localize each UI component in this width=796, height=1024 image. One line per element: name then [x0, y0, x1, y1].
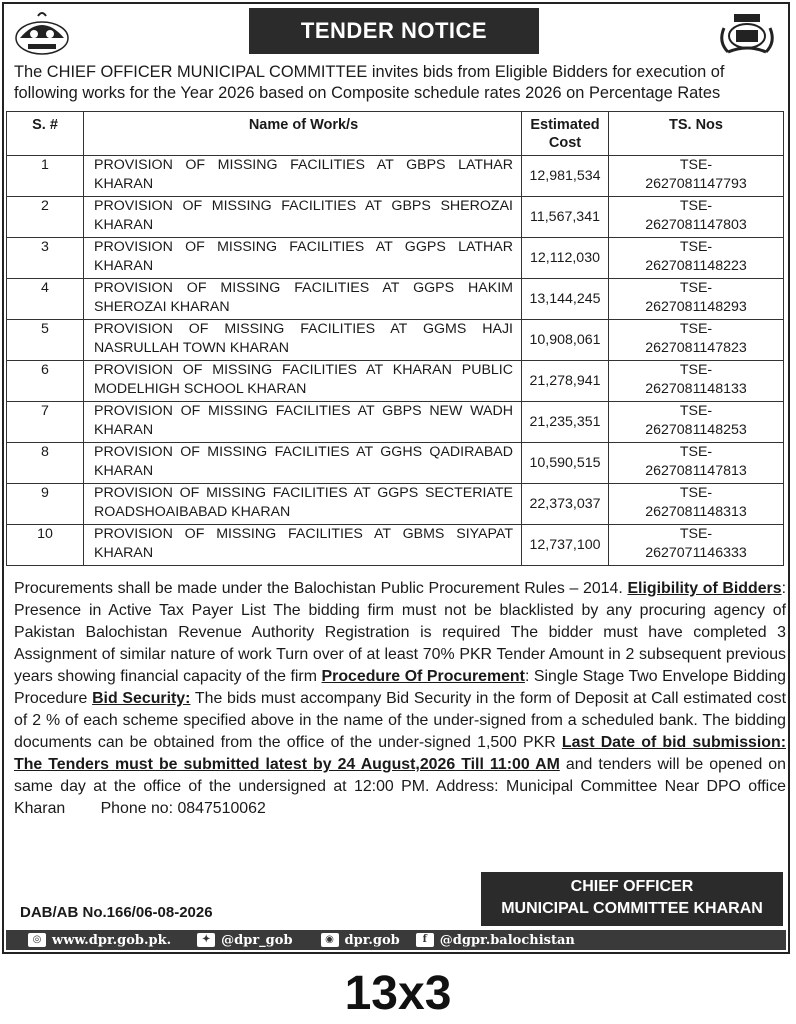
- ts-code: 2627081148253: [645, 422, 747, 438]
- ts-prefix: TSE-: [679, 362, 713, 378]
- rules-text: Procurements shall be made under the Balochistan Public Procurement Rules – 2014.: [14, 580, 628, 597]
- ts-prefix: TSE-: [679, 444, 713, 460]
- ts-code: 2627081147823: [645, 340, 747, 356]
- twitter-handle: @dpr_gob: [221, 932, 293, 948]
- facebook-link[interactable]: [416, 933, 575, 948]
- row-serial: 4: [7, 279, 84, 320]
- row-serial: 1: [7, 156, 84, 197]
- row-work-name: PROVISION OF MISSING FACILITIES AT GBPS LATHAR KHARAN: [84, 156, 522, 197]
- social-media-bar: [6, 930, 786, 950]
- globe-icon: ◎: [28, 933, 46, 947]
- row-estimated-cost: 12,737,100: [522, 525, 609, 566]
- row-estimated-cost: 21,278,941: [522, 361, 609, 402]
- header-serial: S. #: [7, 112, 84, 156]
- table-row: [7, 525, 784, 566]
- ts-code: 2627081147793: [645, 176, 747, 192]
- procedure-text: : Single Stage Two Envelope Bidding Procedure: [14, 668, 786, 707]
- row-work-name: PROVISION OF MISSING FACILITIES AT GGMS HAJI NASRULLAH TOWN KHARAN: [84, 320, 522, 361]
- ts-code: 2627071146333: [645, 545, 747, 561]
- row-estimated-cost: 21,235,351: [522, 402, 609, 443]
- row-ts-number: [609, 320, 784, 361]
- bid-security-text: The bids must accompany Bid Security in the form of Deposit at Call estimated cost of 2 % of each scheme specified above in the name of the under-signed from a scheduled bank. The bidding documents can be obtained from the office of the under-signed 1,500 PKR: [14, 690, 787, 751]
- twitter-icon: ✦: [197, 933, 215, 947]
- officer-committee: MUNICIPAL COMMITTEE KHARAN: [501, 900, 763, 917]
- row-estimated-cost: 10,590,515: [522, 443, 609, 484]
- row-serial: 8: [7, 443, 84, 484]
- ts-code: 2627081148313: [645, 504, 747, 520]
- intro-line-1: The CHIEF OFFICER MUNICIPAL COMMITTEE invites bids from Eligible Bidders for execution of: [14, 63, 725, 81]
- intro-paragraph: [14, 62, 786, 104]
- instagram-icon: ◉: [321, 933, 339, 947]
- row-ts-number: [609, 279, 784, 320]
- ts-prefix: TSE-: [679, 321, 713, 337]
- header-estimated-cost: Estimated Cost: [522, 112, 609, 156]
- twitter-link[interactable]: [197, 933, 292, 948]
- row-serial: 6: [7, 361, 84, 402]
- works-table: [6, 111, 784, 566]
- instagram-handle: dpr.gob: [344, 932, 400, 948]
- ts-prefix: TSE-: [679, 239, 713, 255]
- row-serial: 3: [7, 238, 84, 279]
- table-row: [7, 484, 784, 525]
- ts-code: 2627081148293: [645, 299, 747, 315]
- row-work-name: PROVISION OF MISSING FACILITIES AT GGPS LATHAR KHARAN: [84, 238, 522, 279]
- ts-prefix: TSE-: [679, 280, 713, 296]
- row-serial: 9: [7, 484, 84, 525]
- ts-code: 2627081147803: [645, 217, 747, 233]
- row-work-name: PROVISION OF MISSING FACILITIES AT GGPS SECTERIATE ROADSHOAIBABAD KHARAN: [84, 484, 522, 525]
- ts-prefix: TSE-: [679, 485, 713, 501]
- row-work-name: PROVISION OF MISSING FACILITIES AT GBPS NEW WADH KHARAN: [84, 402, 522, 443]
- table-row: [7, 361, 784, 402]
- row-estimated-cost: 11,567,341: [522, 197, 609, 238]
- row-ts-number: [609, 238, 784, 279]
- ts-prefix: TSE-: [679, 403, 713, 419]
- table-row: [7, 443, 784, 484]
- row-estimated-cost: 12,981,534: [522, 156, 609, 197]
- row-serial: 5: [7, 320, 84, 361]
- government-seal-logo: [714, 8, 780, 56]
- phone-number: Phone no: 0847510062: [100, 800, 266, 817]
- row-ts-number: [609, 484, 784, 525]
- ad-size-label: 13x3: [344, 967, 452, 1020]
- balochistan-emblem-logo: [14, 8, 70, 56]
- ts-code: 2627081148133: [645, 381, 747, 397]
- website-link[interactable]: [28, 933, 171, 948]
- row-work-name: PROVISION OF MISSING FACILITIES AT GGHS QADIRABAD KHARAN: [84, 443, 522, 484]
- table-row: [7, 238, 784, 279]
- ts-code: 2627081148223: [645, 258, 747, 274]
- table-row: [7, 320, 784, 361]
- row-estimated-cost: 10,908,061: [522, 320, 609, 361]
- row-work-name: PROVISION OF MISSING FACILITIES AT GGPS HAKIM SHEROZAI KHARAN: [84, 279, 522, 320]
- eligibility-text: : Presence in Active Tax Payer List The bidding firm must not be blacklisted by any procuring agency of Pakistan Balochistan Revenue Authority Registration is required The bidder must have completed 3 Assignment of similar nature of work Turn over of at least 70% PKR Tender Amount in 2 subsequent previous years showing financial capacity of the firm: [14, 580, 786, 685]
- table-row: [7, 156, 784, 197]
- row-estimated-cost: 12,112,030: [522, 238, 609, 279]
- facebook-icon: f: [416, 933, 434, 947]
- row-ts-number: [609, 156, 784, 197]
- row-work-name: PROVISION OF MISSING FACILITIES AT KHARAN PUBLIC MODELHIGH SCHOOL KHARAN: [84, 361, 522, 402]
- terms-paragraph: [14, 578, 786, 820]
- header-name-of-work: Name of Work/s: [84, 112, 522, 156]
- bid-security-heading: Bid Security:: [92, 690, 191, 707]
- table-row: [7, 197, 784, 238]
- table-row: [7, 402, 784, 443]
- row-serial: 7: [7, 402, 84, 443]
- row-ts-number: [609, 361, 784, 402]
- row-ts-number: [609, 443, 784, 484]
- intro-line-2: following works for the Year 2026 based on Composite schedule rates 2026 on Percentage Rates: [14, 84, 721, 102]
- row-serial: 10: [7, 525, 84, 566]
- ts-code: 2627081147813: [645, 463, 747, 479]
- dab-reference: DAB/AB No.166/06-08-2026: [20, 904, 213, 921]
- tender-notice-title: TENDER NOTICE: [249, 8, 539, 54]
- facebook-handle: @dgpr.balochistan: [439, 932, 575, 948]
- row-estimated-cost: 13,144,245: [522, 279, 609, 320]
- ts-prefix: TSE-: [679, 526, 713, 542]
- row-work-name: PROVISION OF MISSING FACILITIES AT GBPS SHEROZAI KHARAN: [84, 197, 522, 238]
- deadline-heading: Last Date of bid submission: The Tenders must be submitted latest by 24 August,2026 Till 11:00 AM: [14, 734, 786, 773]
- row-estimated-cost: 22,373,037: [522, 484, 609, 525]
- ts-prefix: TSE-: [679, 157, 713, 173]
- address-text: and tenders will be opened on same day at the office of the undersigned at 12:00 PM. Address: Municipal Committee Near DPO office Kharan: [14, 756, 786, 817]
- instagram-link[interactable]: [321, 933, 400, 948]
- officer-title: CHIEF OFFICER: [570, 878, 694, 895]
- chief-officer-signature-block: [481, 872, 783, 926]
- row-serial: 2: [7, 197, 84, 238]
- website-text: www.dpr.gob.pk.: [52, 932, 172, 948]
- procedure-heading: Procedure Of Procurement: [321, 668, 525, 685]
- table-header-row: [7, 112, 784, 156]
- row-work-name: PROVISION OF MISSING FACILITIES AT GBMS SIYAPAT KHARAN: [84, 525, 522, 566]
- ts-prefix: TSE-: [679, 198, 713, 214]
- row-ts-number: [609, 402, 784, 443]
- header-ts-nos: TS. Nos: [609, 112, 784, 156]
- row-ts-number: [609, 525, 784, 566]
- table-row: [7, 279, 784, 320]
- row-ts-number: [609, 197, 784, 238]
- eligibility-heading: Eligibility of Bidders: [627, 580, 782, 597]
